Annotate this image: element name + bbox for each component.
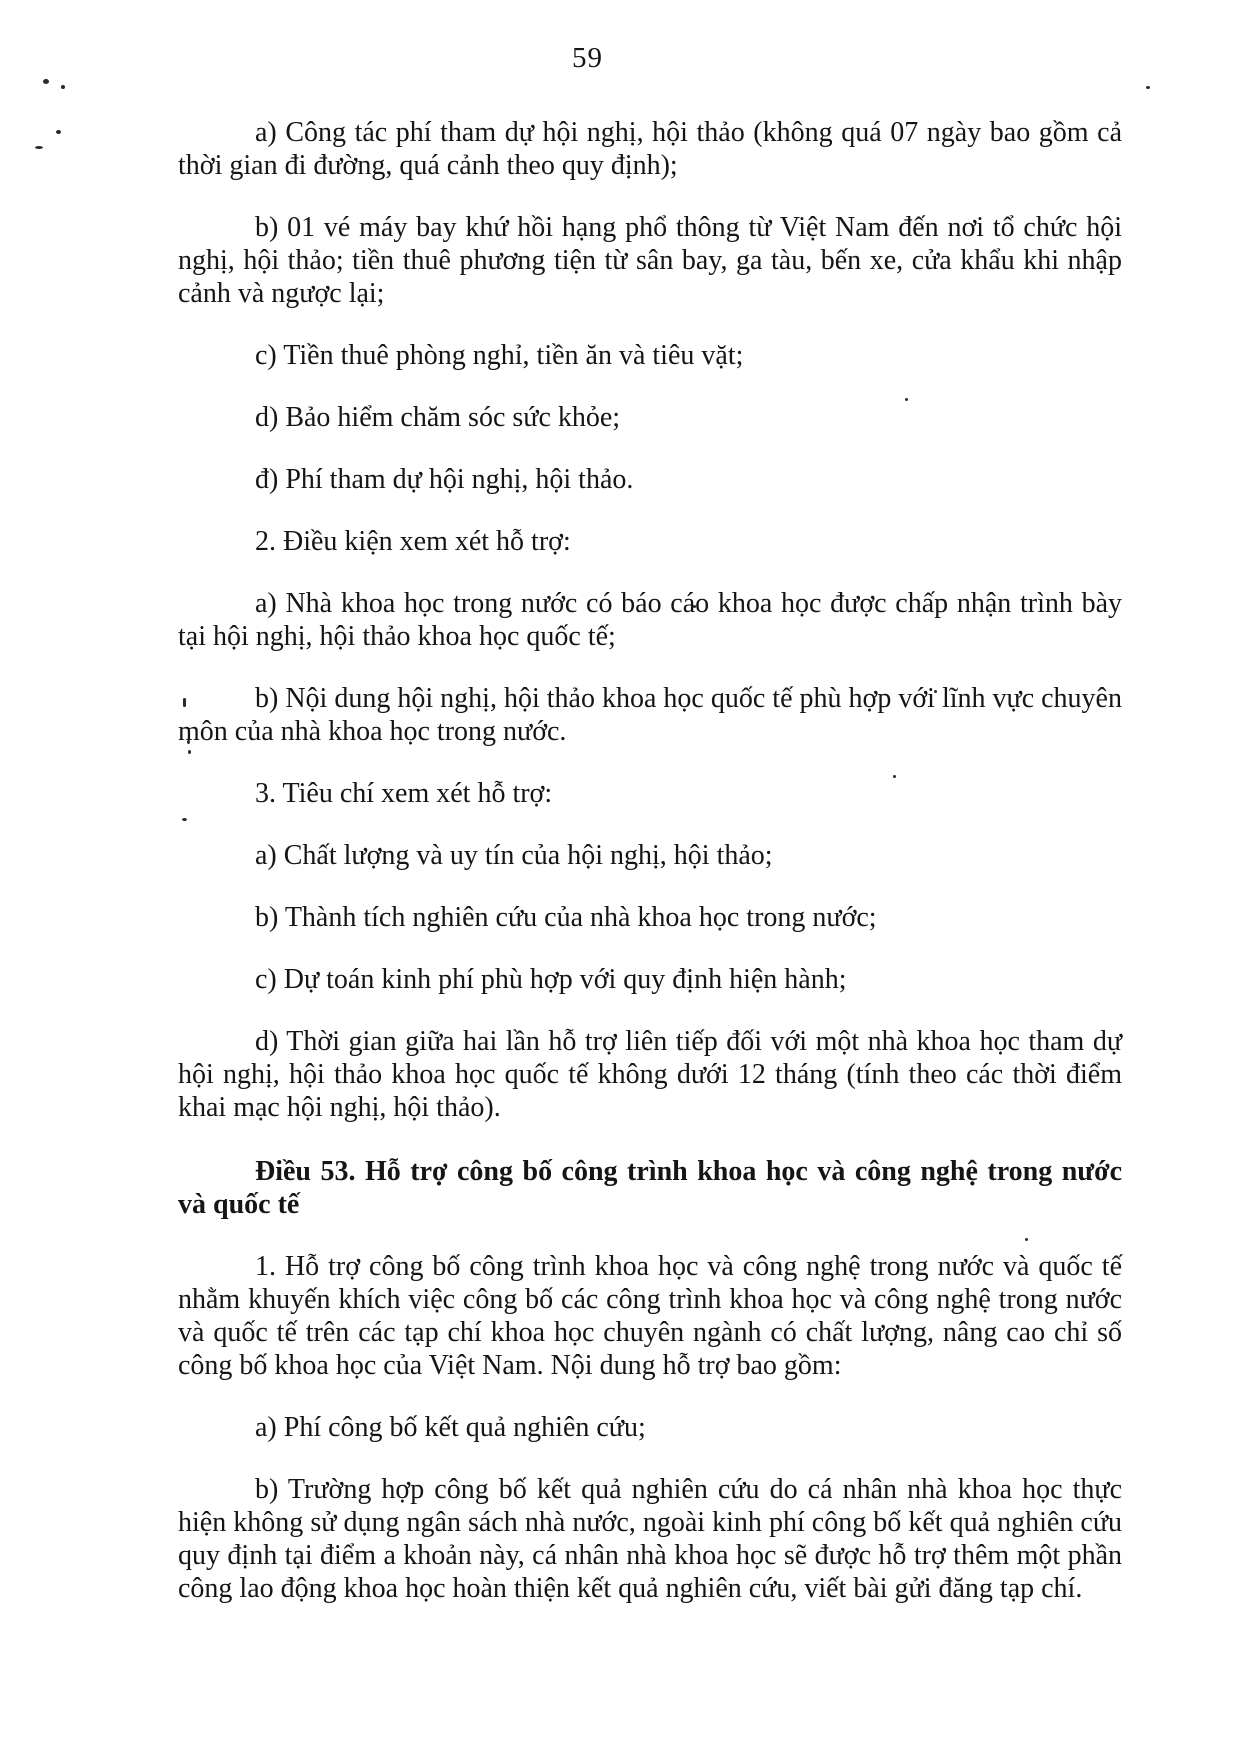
paragraph: đ) Phí tham dự hội nghị, hội thảo. [255, 464, 634, 495]
paragraph: b) Nội dung hội nghị, hội thảo khoa học quốc tế phù hợp với lĩnh vực chuyên môn của nhà khoa học trong nước. [178, 683, 1122, 747]
paragraph: 1. Hỗ trợ công bố công trình khoa học và công nghệ trong nước và quốc tế nhằm khuyến khích việc công bố các công trình khoa học và công nghệ trong nước và quốc tế trên các tạp chí khoa học chuyên ngành có chất lượng, nâng cao chỉ số công bố khoa học của Việt Nam. Nội dung hỗ trợ bao gồm: [178, 1251, 1122, 1381]
scan-speck [1146, 86, 1150, 89]
paragraph: a) Công tác phí tham dự hội nghị, hội thảo (không quá 07 ngày bao gồm cả thời gian đi đường, quá cảnh theo quy định); [178, 117, 1122, 181]
paragraph: 2. Điều kiện xem xét hỗ trợ: [255, 526, 571, 557]
paragraph: d) Thời gian giữa hai lần hỗ trợ liên tiếp đối với một nhà khoa học tham dự hội nghị, hội thảo khoa học quốc tế không dưới 12 tháng (tính theo các thời điểm khai mạc hội nghị, hội thảo). [178, 1026, 1122, 1123]
paragraph: b) Thành tích nghiên cứu của nhà khoa học trong nước; [255, 902, 877, 933]
paragraph: a) Phí công bố kết quả nghiên cứu; [255, 1412, 646, 1443]
scan-speck [56, 130, 61, 134]
paragraph: a) Nhà khoa học trong nước có báo cáo khoa học được chấp nhận trình bày tại hội nghị, hội thảo khoa học quốc tế; [178, 588, 1122, 652]
page-number: 59 [572, 42, 603, 74]
paragraph: c) Dự toán kinh phí phù hợp với quy định hiện hành; [255, 964, 847, 995]
section-heading: Điều 53. Hỗ trợ công bố công trình khoa học và công nghệ trong nước và quốc tế [178, 1156, 1122, 1220]
document-body [178, 116, 1122, 1605]
paragraph: a) Chất lượng và uy tín của hội nghị, hội thảo; [255, 840, 773, 871]
paragraph: c) Tiền thuê phòng nghỉ, tiền ăn và tiêu vặt; [255, 340, 744, 371]
scan-speck [35, 146, 43, 149]
paragraph: d) Bảo hiểm chăm sóc sức khỏe; [255, 402, 621, 433]
paragraph: b) 01 vé máy bay khứ hồi hạng phổ thông từ Việt Nam đến nơi tổ chức hội nghị, hội thảo; tiền thuê phương tiện từ sân bay, ga tàu, bến xe, cửa khẩu khi nhập cảnh và ngược lại; [178, 212, 1122, 309]
scan-speck [43, 79, 49, 84]
paragraph: b) Trường hợp công bố kết quả nghiên cứu do cá nhân nhà khoa học thực hiện không sử dụng ngân sách nhà nước, ngoài kinh phí công bố kết quả nghiên cứu quy định tại điểm a khoản này, cá nhân nhà khoa học sẽ được hỗ trợ thêm một phần công lao động khoa học hoàn thiện kết quả nghiên cứu, viết bài gửi đăng tạp chí. [178, 1474, 1122, 1604]
paragraph: 3. Tiêu chí xem xét hỗ trợ: [255, 778, 553, 809]
scan-speck [61, 85, 65, 89]
